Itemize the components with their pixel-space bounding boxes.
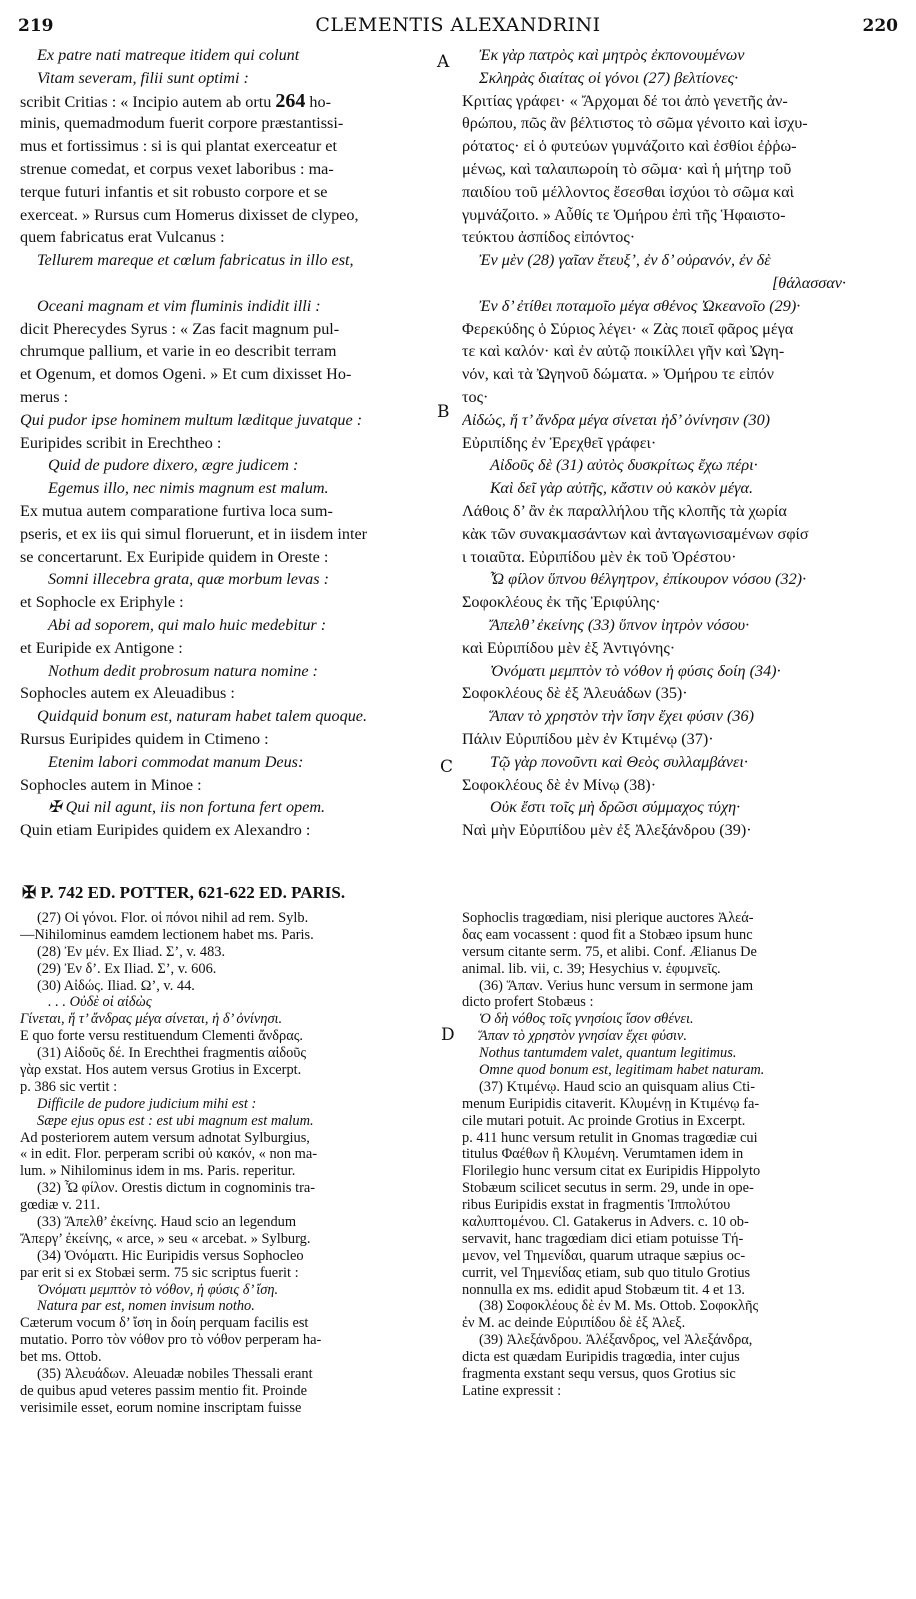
greek-line: παιδίου τοῦ μέλλοντος ἔσεσθαι ἰσχύοι τὸ σῶμα καὶ (462, 182, 794, 201)
footnote-line: μενον, vel Τημενίδαι, quarum utraque sæpius oc- (462, 1247, 746, 1264)
page-number-left: 219 (18, 16, 54, 36)
greek-line: μένως, καὶ ταλαιπωροίη τὸ σῶμα· καὶ ἡ μήτηρ τοῦ (462, 159, 792, 178)
footnote-line: (27) Οἱ γόνοι. Flor. οἱ πόνοι nihil ad rem. Sylb. (37, 910, 309, 926)
footnote-line: servavit, hanc tragœdiam dici etiam potuisse Τή- (462, 1230, 744, 1247)
footnote-line: cile mutari potuit. Ac proinde Grotius in Excerpt. (462, 1112, 746, 1129)
greek-line: γυμνάζοιτο. » Αὖθίς τε Ὁμήρου ἐπὶ τῆς Ἡφαιστο- (462, 205, 786, 224)
footnote-line: bet ms. Ottob. (20, 1349, 102, 1366)
footnote-line: (38) Σοφοκλέους δὲ ἐν Μ. Ms. Ottob. Σοφοκλῆς (479, 1298, 759, 1315)
latin-line: strenue comedat, et corpus vexet laboribus : ma- (20, 159, 334, 178)
footnote-line: menum Euripidis citaverit. Κλυμένῃ in Κτιμένῳ fa- (462, 1095, 760, 1112)
footnote-line: —Nihilominus eamdem lectionem habet ms. Paris. (20, 926, 314, 943)
latin-line: chrumque pallium, et varie in eo describit terram (20, 342, 337, 361)
footnote-line: δας eam vocassent : quod fit a Stobæo ipsum hunc (462, 926, 753, 943)
latin-line: exerceat. » Rursus cum Homerus dixisset de clypeo, (20, 205, 359, 224)
latin-translation-column (20, 44, 440, 879)
footnote-line: Sophoclis tragœdiam, nisi plerique auctores Ἀλεά- (462, 910, 754, 926)
footnote-line: Florilegio hunc versum citat ex Euripidis Hippolyto (462, 1163, 761, 1180)
margin-marker-c: C (440, 757, 454, 777)
footnote-line: Ὁ δὴ νόθος τοῖς γνησίοις ἴσον σθένει. (479, 1011, 694, 1028)
latin-line: Nothum dedit probrosum natura nomine : (48, 661, 318, 680)
latin-line: et Ogenum, et domos Ogeni. » Et cum dixisset Ho- (20, 365, 352, 384)
latin-line: Ex patre nati matreque itidem qui colunt (37, 46, 300, 64)
latin-line: Rursus Euripides quidem in Ctimeno : (20, 729, 269, 748)
latin-line: Quin etiam Euripides quidem ex Alexandro : (20, 821, 311, 840)
greek-line: Ἐκ γὰρ πατρὸς καὶ μητρὸς ἐκπονουμένων (479, 46, 745, 64)
footnote-line: E quo forte versu restituendum Clementi ἄνδρας. (20, 1028, 304, 1045)
greek-line: καὶ Εὐριπίδου μὲν ἐξ Ἀντιγόνης· (462, 638, 676, 657)
margin-marker-b: B (437, 402, 450, 422)
footnote-line: Ὀνόματι μεμπτὸν τὸ νόθον, ἡ φύσις δ’ ἴση. (37, 1281, 279, 1298)
greek-text-column (462, 44, 908, 879)
footnote-line: nonnulla ex ms. edidit apud Stobæum tit. 4 et 13. (462, 1281, 745, 1298)
footnote-line: Omne quod bonum est, legitimam habet naturam. (479, 1062, 765, 1079)
greek-line: Ὀνόματι μεμπτὸν τὸ νόθον ἡ φύσις δοίη (34)· (490, 661, 781, 680)
greek-line: θρώπου, πῶς ἂν βέλτιστος τὸ σῶμα γένοιτο καὶ ἰσχυ- (462, 114, 808, 133)
footnote-line: versum citante serm. 75, et alibi. Conf. Ælianus De (462, 943, 757, 960)
footnote-line: (32) Ὦ φίλον. Orestis dictum in cognominis tra- (37, 1180, 316, 1197)
greek-line: Πάλιν Εὐριπίδου μὲν ἐν Κτιμένῳ (37)· (462, 729, 714, 748)
footnotes-left (20, 910, 442, 1585)
footnote-line: (33) Ἄπελθ’ ἐκείνης. Haud scio an legendum (37, 1214, 297, 1231)
footnote-line: p. 411 hunc versum retulit in Gnomas tragœdiæ cui (462, 1129, 758, 1146)
footnote-line: ribus Euripidis exstat in fragmentis Ἱππολύτου (462, 1197, 731, 1214)
greek-line: Κριτίας γράφει· « Ἄρχομαι δέ τοι ἀπὸ γενετῆς ἀν- (462, 91, 788, 110)
greek-line: κὰκ τῶν συνακμασάντων καὶ ἀνταγωνισαμένων σφίσ (462, 524, 809, 543)
footnote-line: (34) Ὀνόματι. Hic Euripidis versus Sophocleo (37, 1247, 304, 1264)
latin-line: Sophocles autem in Minoe : (20, 775, 202, 794)
footnote-line: ἐν Μ. ac deinde Εὐριπίδου δὲ ἐξ Ἀλεξ. (462, 1315, 686, 1332)
footnote-line: Sæpe ejus opus est : est ubi magnum est malum. (37, 1112, 314, 1129)
footnote-line: καλυπτομένου. Cl. Gatakerus in Advers. c. 10 ob- (462, 1214, 749, 1231)
footnote-line: Γίνεται, ἥ τ’ ἄνδρας μέγα σίνεται, ἠ δ’ ὀνίνησι. (20, 1011, 283, 1028)
greek-line: νόν, καὶ τὰ Ὠγηνοῦ δώματα. » Ὁμήρου τε εἰπόν (462, 365, 774, 384)
footnote-line: (35) Ἀλευάδων. Aleuadæ nobiles Thessali erant (37, 1366, 313, 1383)
latin-line: minis, quemadmodum fuerit corpore præstantissi- (20, 114, 344, 133)
latin-line: Sophocles autem ex Aleuadibus : (20, 684, 235, 703)
footnote-line: (29) Ἐν δ’. Ex Iliad. Σ’, v. 606. (37, 960, 217, 977)
greek-line: Φερεκύδης ὁ Σύριος λέγει· « Ζὰς ποιεῖ φᾶρος μέγα (462, 319, 794, 338)
greek-line: Ναὶ μὴν Εὐριπίδου μὲν ἐξ Ἀλεξάνδρου (39)· (462, 821, 752, 840)
footnote-line: verisimile esset, eorum nomine inscriptam fuisse (20, 1399, 302, 1416)
greek-line: Ἄπελθ’ ἐκείνης (33) ὕπνον ἰητρὸν νόσου· (490, 615, 750, 634)
footnote-line: (39) Ἀλεξάνδρου. Ἀλέξανδρος, vel Ἀλεξάνδρα, (479, 1332, 753, 1349)
latin-line: pseris, et ex iis qui simul floruerunt, et in iisdem inter (20, 524, 368, 543)
marginal-page-number: 264 (275, 89, 306, 112)
latin-line (20, 272, 440, 295)
greek-line: [θάλασσαν· (772, 273, 846, 292)
greek-line: Σκληρὰς διαίτας οἱ γόνοι (27) βελτίονες· (479, 68, 739, 87)
latin-line: Quid de pudore dixero, ægre judicem : (48, 456, 299, 475)
greek-line: ι τοιαῦτα. Εὐριπίδου μὲν ἐκ τοῦ Ὀρέστου· (462, 547, 737, 566)
greek-line: Ἅπαν τὸ χρηστὸν τὴν ἴσην ἔχει φύσιν (36) (490, 707, 754, 726)
footnote-line: currit, vel Τημενίδας etiam, sub quo titulo Grotius (462, 1264, 751, 1281)
greek-line: Λάθοις δ’ ἂν ἐκ παραλλήλου τῆς κλοπῆς τὰ χωρία (462, 501, 787, 520)
footnote-line: (28) Ἐν μέν. Ex Iliad. Σ’, v. 483. (37, 943, 226, 960)
latin-line: scribit Critias : « Incipio autem ab ortu 264 ho- (20, 89, 331, 112)
latin-line: quem fabricatus erat Vulcanus : (20, 228, 225, 247)
footnote-line: Ad posteriorem autem versum adnotat Sylburgius, (20, 1129, 310, 1146)
latin-line: se concertarunt. Ex Euripide quidem in Oreste : (20, 547, 329, 566)
latin-line: Egemus illo, nec nimis magnum est malum. (48, 479, 329, 498)
footnote-line: mutatio. Porro τὸν νόθον pro τὸ νόθον perperam ha- (20, 1332, 322, 1349)
greek-line: Σοφοκλέους ἐκ τῆς Ἐριφύλης· (462, 593, 661, 612)
footnote-line: . . . Οὐδὲ οἱ αἰδὼς (48, 994, 152, 1011)
footnote-line: (30) Αἰδώς. Iliad. Ω’, v. 44. (37, 977, 195, 994)
greek-line: Αἰδώς, ἥ τ’ ἄνδρα μέγα σίνεται ἠδ’ ὀνίνησιν (30) (462, 410, 771, 429)
latin-line: terque futuri infantis et sit robusto corpore et se (20, 182, 328, 201)
footnote-line: « in edit. Flor. perperam scribi οὐ κακόν, « non ma- (20, 1146, 318, 1163)
latin-line: mus et fortissimus : si is qui plantat exerceatur et (20, 137, 337, 156)
footnote-line: Latine expressit : (462, 1382, 562, 1399)
footnote-line: animal. lib. vii, c. 39; Hesychius v. ἐφυμνεῖς. (462, 960, 721, 977)
greek-line: Ὦ φίλον ὕπνου θέλγητρον, ἐπίκουρον νόσου (32)· (490, 570, 807, 589)
running-header (18, 10, 898, 40)
greek-line: Καὶ δεῖ γὰρ αὐτῆς, κἄστιν οὐ κακὸν μέγα. (490, 479, 754, 498)
latin-line: et Sophocle ex Eriphyle : (20, 593, 184, 612)
footnote-header: ✠ P. 742 ED. POTTER, 621-622 ED. PARIS. (22, 883, 346, 902)
latin-line: ✠ Qui nil agunt, iis non fortuna fert opem. (48, 798, 326, 817)
greek-line: Σοφοκλέους δὲ ἐν Μίνῳ (38)· (462, 775, 657, 794)
latin-line: et Euripide ex Antigone : (20, 638, 183, 657)
greek-line: Οὐκ ἔστι τοῖς μὴ δρῶσι σύμμαχος τύχη· (490, 798, 741, 817)
footnote-line: Cæterum vocum δ’ ἴση in δοίη perquam facilis est (20, 1315, 309, 1332)
latin-line: Vitam severam, filii sunt optimi : (37, 68, 249, 87)
footnote-line: γὰρ exstat. Hos autem versus Grotius in Excerpt. (20, 1062, 302, 1079)
latin-line: Somni illecebra grata, quæ morbum levas : (48, 570, 330, 589)
latin-line: Tellurem mareque et cœlum fabricatus in illo est, (37, 251, 354, 270)
latin-line: dicit Pherecydes Syrus : « Zas facit magnum pul- (20, 319, 340, 338)
greek-line: Εὐριπίδης ἐν Ἐρεχθεῖ γράφει· (462, 433, 657, 452)
footnote-line: lum. » Nihilominus idem in ms. Paris. reperitur. (20, 1163, 296, 1180)
footnote-line: Natura par est, nomen invisum notho. (37, 1298, 255, 1315)
footnote-line: p. 386 sic vertit : (20, 1078, 118, 1095)
latin-line: merus : (20, 387, 69, 406)
footnote-line: (37) Κτιμένῳ. Haud scio an quisquam alius Cti- (479, 1078, 756, 1095)
greek-line: Ἐν μὲν (28) γαῖαν ἔτευξ’, ἐν δ’ οὐρανόν, ἐν δὲ (479, 251, 771, 270)
page-number-right: 220 (862, 16, 898, 36)
latin-line: Ex mutua autem comparatione furtiva loca sum- (20, 501, 333, 520)
latin-line: Qui pudor ipse hominem multum læditque juvatque : (20, 410, 363, 429)
running-title: CLEMENTIS ALEXANDRINI (315, 14, 601, 36)
latin-line: Etenim labori commodat manum Deus: (48, 752, 304, 771)
footnote-line: titulus Φαέθων ἢ Κλυμένη. Verumtamen idem in (462, 1146, 744, 1163)
footnote-line: (31) Αἰδοῦς δέ. In Erechthei fragmentis αἰδοῦς (37, 1045, 307, 1062)
footnote-line: (36) Ἅπαν. Verius hunc versum in sermone jam (479, 977, 754, 994)
footnote-line: dicto profert Stobæus : (462, 994, 594, 1011)
margin-marker-a: A (437, 52, 450, 72)
greek-line: Τῷ γὰρ πονοῦντι καὶ Θεὸς συλλαμβάνει· (490, 752, 748, 771)
footnote-line: Nothus tantumdem valet, quantum legitimus. (479, 1045, 737, 1062)
footnote-line: Difficile de pudore judicium mihi est : (37, 1095, 257, 1112)
greek-line: τε καὶ καλόν· καὶ ἐν αὐτῷ ποικίλλει γῆν καὶ Ὠγη- (462, 342, 785, 361)
footnotes-right (462, 910, 908, 1585)
latin-line: Abi ad soporem, qui malo huic medebitur : (48, 615, 327, 634)
footnote-line: Ἅπαν τὸ χρηστὸν γνησίαν ἔχει φύσιν. (479, 1028, 688, 1045)
footnote-line: fragmenta exstant sequ versus, quos Grotius sic (462, 1366, 736, 1383)
greek-line: Σοφοκλέους δὲ ἐξ Ἀλευάδων (35)· (462, 684, 688, 703)
greek-line: Ἐν δ’ ἐτίθει ποταμοῖο μέγα σθένος Ὠκεανοῖο (29)· (479, 296, 801, 315)
latin-line: Euripides scribit in Erechtheo : (20, 433, 222, 452)
latin-line: Oceani magnam et vim fluminis indidit illi : (37, 296, 321, 315)
margin-marker-d: D (441, 1025, 455, 1045)
footnote-line: gœdiæ v. 211. (20, 1197, 101, 1214)
footnote-line: dicta est quædam Euripidis tragœdia, inter cujus (462, 1349, 740, 1366)
footnote-line: par erit si ex Stobæi serm. 75 sic scriptus fuerit : (20, 1264, 299, 1281)
greek-line: Αἰδοῦς δὲ (31) αὐτὸς δυσκρίτως ἔχω πέρι· (490, 456, 758, 475)
footnote-line: Stobæum scilicet secutus in serm. 29, unde in ope- (462, 1180, 754, 1197)
greek-line: τεύκτου ἀσπίδος εἰπόντος· (462, 228, 636, 247)
footnote-line: de quibus apud veteres passim mentio fit. Proinde (20, 1382, 307, 1399)
greek-line: ρότατος· εἰ ὁ φυτεύων γυμνάζοιτο καὶ ἐσθίοι ἐῤῥω- (462, 137, 797, 156)
footnote-line: Ἄπεργ’ ἐκείνης, « arce, » seu « arcebat. » Sylburg. (20, 1230, 311, 1247)
latin-line: Quidquid bonum est, naturam habet talem quoque. (37, 707, 368, 726)
greek-line: τος· (462, 387, 489, 406)
